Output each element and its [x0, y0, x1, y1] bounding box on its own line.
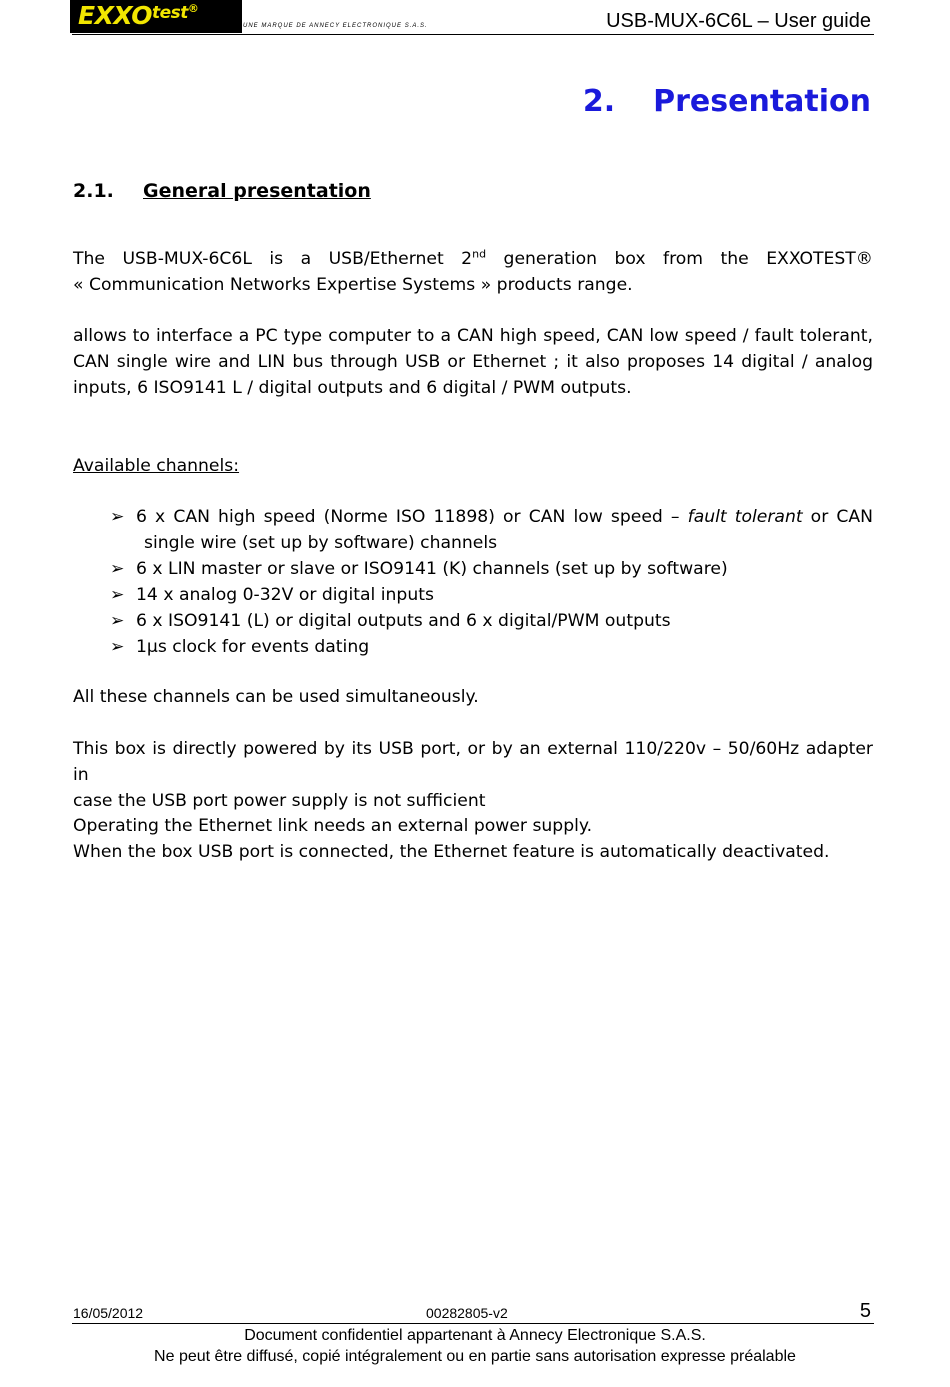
- power-paragraph: [73, 736, 873, 814]
- channel-item-1-line-1: [136, 504, 873, 530]
- intro-superscript: nd: [472, 247, 487, 261]
- subsection-heading: [73, 180, 371, 202]
- logo-exxo: EXXO: [78, 1, 152, 30]
- section-heading: [583, 84, 871, 119]
- channel-item-text: 1µs clock for events dating: [136, 637, 370, 657]
- footer-divider: [72, 1323, 874, 1324]
- channel-item-1-b: or CAN: [802, 507, 873, 527]
- ethernet-line-1: Operating the Ethernet link needs an external power supply.: [73, 816, 593, 836]
- logo-test: test: [152, 3, 188, 23]
- intro-paragraph: [73, 246, 873, 298]
- simultaneous-paragraph: All these channels can be used simultaneously.: [73, 687, 479, 707]
- interface-paragraph: [73, 323, 873, 401]
- channel-item-1-emphasis: fault tolerant: [687, 507, 803, 527]
- arrow-bullet-icon: ➢: [110, 611, 125, 631]
- power-line-2: case the USB port power supply is not sufficient: [73, 791, 486, 811]
- logo-tagline: UNE MARQUE DE ANNECY ELECTRONIQUE S.A.S.: [243, 23, 428, 29]
- list-item: [110, 634, 873, 660]
- intro-line-1-a: The USB-MUX-6C6L is a USB/Ethernet 2: [73, 249, 473, 269]
- arrow-bullet-icon: ➢: [110, 559, 125, 579]
- footer-notice: Ne peut être diffusé, copié intégralement ou en partie sans autorisation expresse préalable: [154, 1348, 796, 1365]
- footer-reference: 00282805-v2: [426, 1305, 508, 1321]
- channel-item-text: 6 x LIN master or slave or ISO9141 (K) channels (set up by software): [136, 559, 728, 579]
- page-number: 5: [859, 1300, 871, 1322]
- list-item: [110, 556, 873, 582]
- channels-heading: Available channels:: [73, 456, 240, 476]
- channels-heading-block: [73, 453, 873, 479]
- arrow-bullet-icon: ➢: [110, 585, 125, 605]
- logo-registered-mark: ®: [187, 2, 199, 15]
- intro-line-2: « Communication Networks Expertise Systems » products range.: [73, 275, 633, 295]
- subsection-title: General presentation: [143, 180, 371, 202]
- intro-line-1-b: generation box from the EXXOTEST®: [486, 249, 873, 269]
- ethernet-paragraph: [73, 813, 873, 865]
- header-divider: [72, 34, 874, 35]
- list-item: [110, 504, 873, 556]
- channel-item-1-line-2: single wire (set up by software) channels: [144, 533, 498, 553]
- interface-line-1: allows to interface a PC type computer to a CAN high speed, CAN low speed / fault tolerant,: [73, 326, 873, 346]
- footer-date: 16/05/2012: [73, 1305, 144, 1321]
- exxotest-logo: [70, 0, 242, 33]
- list-item: [110, 582, 873, 608]
- list-item: [110, 608, 873, 634]
- channel-item-text: 6 x ISO9141 (L) or digital outputs and 6 x digital/PWM outputs: [136, 611, 671, 631]
- header-title: USB-MUX-6C6L – User guide: [606, 10, 871, 32]
- arrow-bullet-icon: ➢: [110, 637, 125, 657]
- interface-line-2: CAN single wire and LIN bus through USB or Ethernet ; it also proposes 14 digital / analog: [73, 352, 873, 372]
- subsection-number: 2.1.: [73, 180, 114, 202]
- channel-item-1-a: 6 x CAN high speed (Norme ISO 11898) or CAN low speed –: [136, 507, 688, 527]
- interface-line-3: inputs, 6 ISO9141 L / digital outputs and 6 digital / PWM outputs.: [73, 378, 632, 398]
- channels-list: [110, 504, 873, 660]
- section-title: Presentation: [653, 84, 871, 119]
- channel-item-text: 14 x analog 0-32V or digital inputs: [136, 585, 434, 605]
- power-line-1: This box is directly powered by its USB port, or by an external 110/220v – 50/60Hz adapter in: [73, 739, 873, 785]
- ethernet-line-2: When the box USB port is connected, the Ethernet feature is automatically deactivated.: [73, 842, 830, 862]
- logo-wordmark: [78, 1, 198, 30]
- intro-line-1: [73, 246, 873, 272]
- arrow-bullet-icon: ➢: [110, 507, 125, 527]
- footer-confidential: Document confidentiel appartenant à Annecy Electronique S.A.S.: [244, 1327, 706, 1344]
- section-number: 2.: [582, 84, 616, 119]
